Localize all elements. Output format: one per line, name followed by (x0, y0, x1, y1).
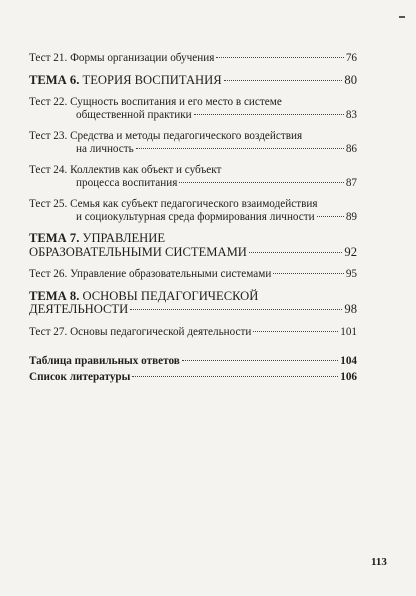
entry-title-line1: Тест 24. Коллектив как объект и субъект (29, 164, 222, 176)
topic-title: ТЕОРИЯ ВОСПИТАНИЯ (82, 72, 222, 87)
entry-page: 92 (344, 244, 357, 259)
entry-title: Тест 26. Управление образовательными системами (29, 268, 272, 280)
toc-entry (29, 198, 357, 223)
dot-leader (132, 376, 338, 377)
dot-leader (194, 114, 344, 115)
entry-page: 87 (345, 176, 357, 189)
toc-entry (29, 52, 357, 65)
dot-leader (249, 252, 343, 253)
entry-title-line1: Тест 22. Сущность воспитания и его место в системе (29, 96, 282, 108)
entry-page: 86 (345, 142, 357, 155)
dot-leader (179, 182, 343, 183)
dot-leader (130, 309, 342, 310)
topic-number: ТЕМА 6. (29, 72, 80, 87)
entry-title: Тест 21. Формы организации обучения (29, 52, 215, 64)
toc-entry (29, 130, 357, 155)
entry-page: 80 (344, 72, 357, 87)
entry-title-line2: процесса воспитания (76, 176, 178, 189)
toc-entry-bold (29, 355, 357, 368)
topic-title-line1: ОСНОВЫ ПЕДАГОГИЧЕСКОЙ (82, 288, 259, 303)
dot-leader (182, 360, 338, 361)
entry-title-line2: на личность (76, 142, 134, 155)
entry-title-line1: Тест 25. Семья как субъект педагогического взаимодействия (29, 198, 318, 210)
dot-leader (273, 273, 344, 274)
entry-page: 95 (345, 268, 357, 280)
topic-number: ТЕМА 8. (29, 288, 80, 303)
page-number: 113 (371, 556, 387, 568)
topic-number: ТЕМА 7. (29, 231, 80, 245)
toc-topic (29, 290, 357, 317)
dot-leader (216, 57, 343, 58)
entry-title-line1: Тест 23. Средства и методы педагогического воздействия (29, 130, 303, 142)
topic-title-line2: ОБРАЗОВАТЕЛЬНЫМИ СИСТЕМАМИ (29, 244, 247, 259)
topic-title-line1: УПРАВЛЕНИЕ (82, 231, 166, 245)
toc-entry (29, 164, 357, 189)
table-of-contents (29, 52, 357, 383)
entry-title: Список литературы (29, 370, 131, 383)
entry-title: Таблица правильных ответов (29, 355, 180, 367)
entry-page: 98 (344, 302, 357, 316)
toc-entry (29, 326, 357, 339)
entry-page: 83 (345, 108, 357, 121)
toc-entry (29, 96, 357, 121)
entry-page: 101 (340, 325, 357, 338)
entry-title-line2: общественной практики (76, 108, 192, 121)
toc-topic (29, 74, 357, 88)
dot-leader (224, 80, 343, 81)
entry-page: 89 (345, 210, 357, 223)
entry-title-line2: и социокультурная среда формирования личности (76, 210, 315, 223)
dot-leader (317, 216, 344, 217)
entry-page: 76 (345, 52, 357, 64)
entry-page: 104 (340, 355, 357, 367)
dot-leader (136, 148, 344, 149)
page-mark (399, 16, 405, 18)
entry-page: 106 (340, 370, 357, 383)
toc-topic (29, 232, 357, 259)
dot-leader (253, 331, 338, 332)
entry-title: Тест 27. Основы педагогической деятельности (29, 325, 252, 338)
topic-title-line2: ДЕЯТЕЛЬНОСТИ (29, 302, 129, 316)
toc-entry-bold (29, 371, 357, 384)
toc-entry (29, 268, 357, 281)
